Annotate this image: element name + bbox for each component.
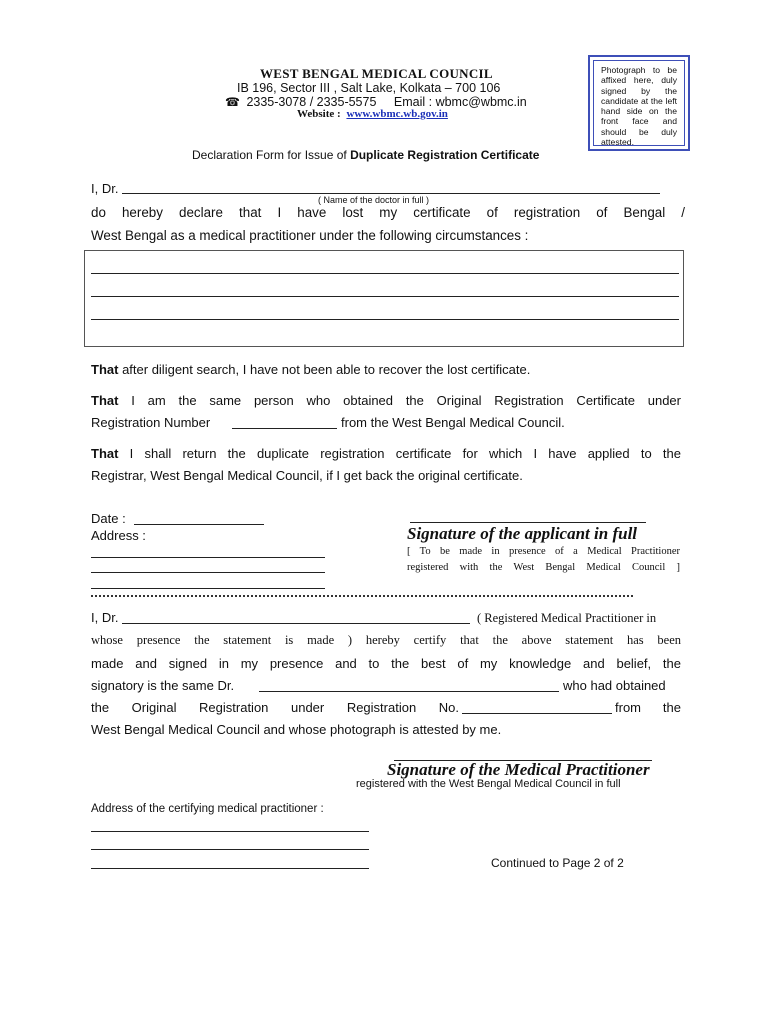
certification-line-4b: who had obtained	[563, 678, 666, 693]
website-label: Website :	[297, 108, 341, 120]
form-title-prefix: Declaration Form for Issue of	[192, 148, 351, 162]
certification-line-6: West Bengal Medical Council and whose photograph is attested by me.	[91, 722, 502, 737]
certifying-address-line[interactable]	[91, 849, 369, 850]
certification-line-2: whose presence the statement is made ) hereby certify that the above statement has been	[91, 633, 681, 647]
certification-line-4a: signatory is the same Dr.	[91, 678, 235, 693]
applicant-note-line-2: registered with the West Bengal Medical Council ]	[407, 562, 680, 573]
date-label: Date :	[91, 511, 126, 526]
website-link[interactable]: www.wbmc.wb.gov.in	[346, 108, 448, 120]
statement-3-line-1	[91, 446, 681, 461]
address-line[interactable]	[91, 557, 325, 558]
declaration-line-2: West Bengal as a medical practitioner under the following circumstances :	[91, 228, 529, 243]
that-word: That	[91, 362, 119, 377]
certification-line-1-tail: ( Registered Medical Practitioner in	[477, 611, 657, 625]
statement-1-text: after diligent search, I have not been able to recover the lost certificate.	[118, 362, 531, 377]
statement-3-text: I shall return the duplicate registration certificate for which I have applied to the	[118, 446, 681, 461]
registration-no-line[interactable]	[462, 713, 612, 714]
applicant-signature-line[interactable]	[410, 522, 646, 523]
contact-line	[225, 95, 527, 109]
form-title	[192, 148, 539, 162]
photograph-box	[588, 55, 690, 151]
statement-2-line-1	[91, 393, 681, 408]
certification-line-5a: the Original Registration under Registration No.	[91, 700, 459, 715]
certifying-address-line[interactable]	[91, 868, 369, 869]
phone-numbers: 2335-3078 / 2335-5575	[246, 95, 377, 109]
statement-1	[91, 362, 530, 377]
doctor-name-hint: ( Name of the doctor in full )	[318, 195, 430, 205]
declaration-line-1: do hereby declare that I have lost my certificate of registration of Bengal /	[91, 205, 685, 220]
telephone-icon: ☎	[225, 95, 240, 109]
registration-number-line[interactable]	[232, 428, 337, 429]
that-word: That	[91, 393, 119, 408]
continued-note: Continued to Page 2 of 2	[491, 856, 624, 870]
declaration-i-dr: I, Dr.	[91, 181, 119, 196]
applicant-note-line-1: [ To be made in presence of a Medical Practitioner	[407, 546, 680, 557]
form-title-bold: Duplicate Registration Certificate	[350, 148, 540, 162]
council-name: WEST BENGAL MEDICAL COUNCIL	[260, 66, 493, 81]
that-word: That	[91, 446, 119, 461]
statement-3-line-2: Registrar, West Bengal Medical Council, if I get back the original certificate.	[91, 468, 523, 483]
certification-i-dr: I, Dr.	[91, 610, 119, 625]
doctor-name-line[interactable]	[122, 193, 660, 194]
statement-2-text: I am the same person who obtained the Original Registration Certificate under	[118, 393, 681, 408]
applicant-signature-label: Signature of the applicant in full	[407, 524, 638, 543]
circumstances-box	[84, 250, 684, 347]
certification-line-5b: from the	[615, 700, 681, 715]
date-line[interactable]	[134, 524, 264, 525]
address-label: Address :	[91, 528, 146, 543]
statement-2-line-2: from the West Bengal Medical Council.	[341, 415, 565, 430]
address-line[interactable]	[91, 572, 325, 573]
certifying-address-label: Address of the certifying medical practitioner :	[91, 803, 324, 815]
practitioner-registered-note: registered with the West Bengal Medical Council in full	[356, 778, 621, 790]
circumstance-line[interactable]	[91, 296, 679, 297]
practitioner-signature-label: Signature of the Medical Practitioner	[387, 760, 650, 779]
circumstance-line[interactable]	[91, 319, 679, 320]
certification-line-3: made and signed in my presence and to the best of my knowledge and belief, the	[91, 656, 681, 671]
circumstance-line[interactable]	[91, 273, 679, 274]
section-separator	[91, 595, 633, 597]
registration-number-label: Registration Number	[91, 415, 211, 430]
practitioner-name-line[interactable]	[122, 623, 470, 624]
certifying-address-line[interactable]	[91, 831, 369, 832]
signatory-name-line[interactable]	[259, 691, 559, 692]
email-address: Email : wbmc@wbmc.in	[393, 95, 527, 109]
photograph-note: Photograph to be affixed here, duly signed by the candidate at the left hand side on the front face and should be duly attested.	[593, 60, 685, 146]
website-line	[297, 108, 448, 120]
council-address: IB 196, Sector III , Salt Lake, Kolkata – 700 106	[237, 81, 501, 95]
address-line[interactable]	[91, 588, 325, 589]
